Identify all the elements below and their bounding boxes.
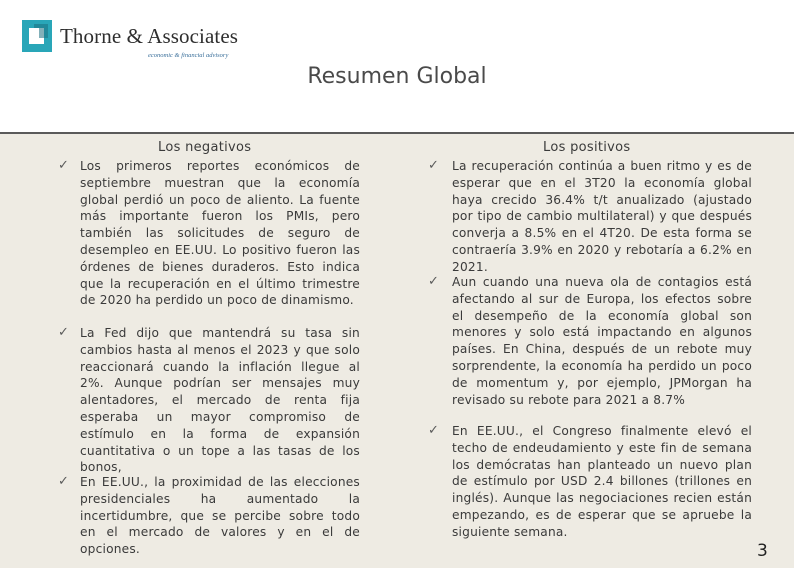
page-title: Resumen Global <box>307 64 487 89</box>
positives-item-1: La recuperación continúa a buen ritmo y es de esperar que en el 3T20 la economía global haya crecido 36.4% t/t anualizado (ajustado por tipo de cambio multilateral) y que después converja a 8.5% en el 4T20. De esta forma se contraería 3.9% en 2020 y rebotaría a 6.2% en 2021. <box>452 159 752 274</box>
checkmark-icon: ✓ <box>428 423 439 438</box>
negatives-heading: Los negativos <box>158 140 252 155</box>
page-number: 3 <box>757 541 768 561</box>
logo-icon <box>22 20 52 52</box>
brand-tagline: economic & financial advisory <box>148 52 229 59</box>
negatives-item-3: En EE.UU., la proximidad de las elecciones presidenciales ha aumentado la incertidumbre, que se percibe sobre todo en el mercado de valores y en el de opciones. <box>80 475 360 557</box>
checkmark-icon: ✓ <box>58 474 69 489</box>
checkmark-icon: ✓ <box>428 158 439 173</box>
negatives-item-2: La Fed dijo que mantendrá su tasa sin cambios hasta al menos el 2023 y que solo reaccionará cuando la inflación llegue al 2%. Aunque podrían ser mensajes muy alentadores, el mercado de renta fija esperaba un mayor compromiso de estímulo en la forma de expansión cuantitativa o un tope a las tasas de los bonos, <box>80 326 360 475</box>
negatives-item-1: Los primeros reportes económicos de septiembre muestran que la economía global perdió un poco de aliento. La fuente más importante fueron los PMIs, pero también las solicitudes de seguro de desempleo en EE.UU. Lo positivo fueron las órdenes de bienes duraderos. Esto indica que la recuperación en el último trimestre de 2020 ha perdido un poco de dinamismo. <box>80 159 360 308</box>
positives-item-2: Aun cuando una nueva ola de contagios está afectando al sur de Europa, los efectos sobre el desempeño de la economía global son menores y solo está impactando en algunos países. En China, después de un rebote muy sorprendente, la economía ha perdido un poco de momentum y, por ejemplo, JPMorgan ha revisado su rebote para 2021 a 8.7% <box>452 275 752 407</box>
brand-name: Thorne & Associates <box>60 24 239 48</box>
positives-item-3: En EE.UU., el Congreso finalmente elevó el techo de endeudamiento y este fin de semana los demócratas han planteado un nuevo plan de estímulo por USD 2.4 billones (trillones en inglés). Aunque las negociaciones recien están empezando, es de esperar que se apruebe la siguiente semana. <box>452 424 752 539</box>
checkmark-icon: ✓ <box>428 274 439 289</box>
checkmark-icon: ✓ <box>58 325 69 340</box>
slide-header <box>0 0 794 134</box>
checkmark-icon: ✓ <box>58 158 69 173</box>
positives-heading: Los positivos <box>543 140 631 155</box>
